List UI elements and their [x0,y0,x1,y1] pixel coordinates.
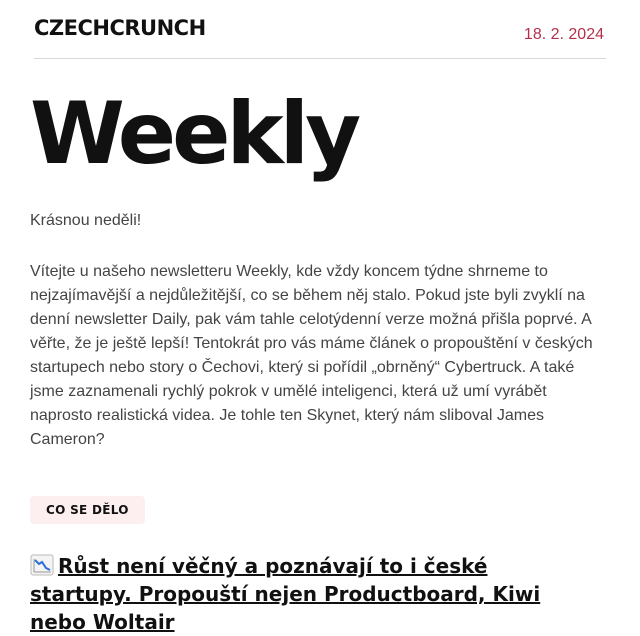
chart-decreasing-icon [30,554,54,576]
newsletter-title: Weekly [30,84,358,184]
section-tag: CO SE DĚLO [30,496,145,524]
intro-paragraph: Vítejte u našeho newsletteru Weekly, kde vždy koncem týdne shrneme to nejzajímavější a nejdůležitější, co se během něj stalo. Pokud jste byli zvyklí na denní newsletter Daily, pak vám tahle celotýdenní verze možná přišla poprvé. A věřte, že je ještě lepší! Tentokrát pro vás máme článek o propouštění v českých startupech nebo story o Čechovi, který si pořídil „obrněný“ Cybertruck. A také jsme zaznamenali rychlý pokrok v umělé inteligenci, která už umí vyrábět naprosto realistická videa. Je tohle ten Skynet, který nám sliboval James Cameron? [30,263,593,448]
issue-date: 18. 2. 2024 [523,26,604,43]
article-headline-link[interactable]: Růst není věčný a poznávají to i české startupy. Propouští nejen Productboard, Kiwi nebo Woltair [30,554,541,634]
greeting: Krásnou neděli! [30,212,142,229]
czechcrunch-logo[interactable]: CZECHCRUNCH [34,16,206,40]
article-headline [30,552,590,636]
newsletter-header [34,14,606,59]
